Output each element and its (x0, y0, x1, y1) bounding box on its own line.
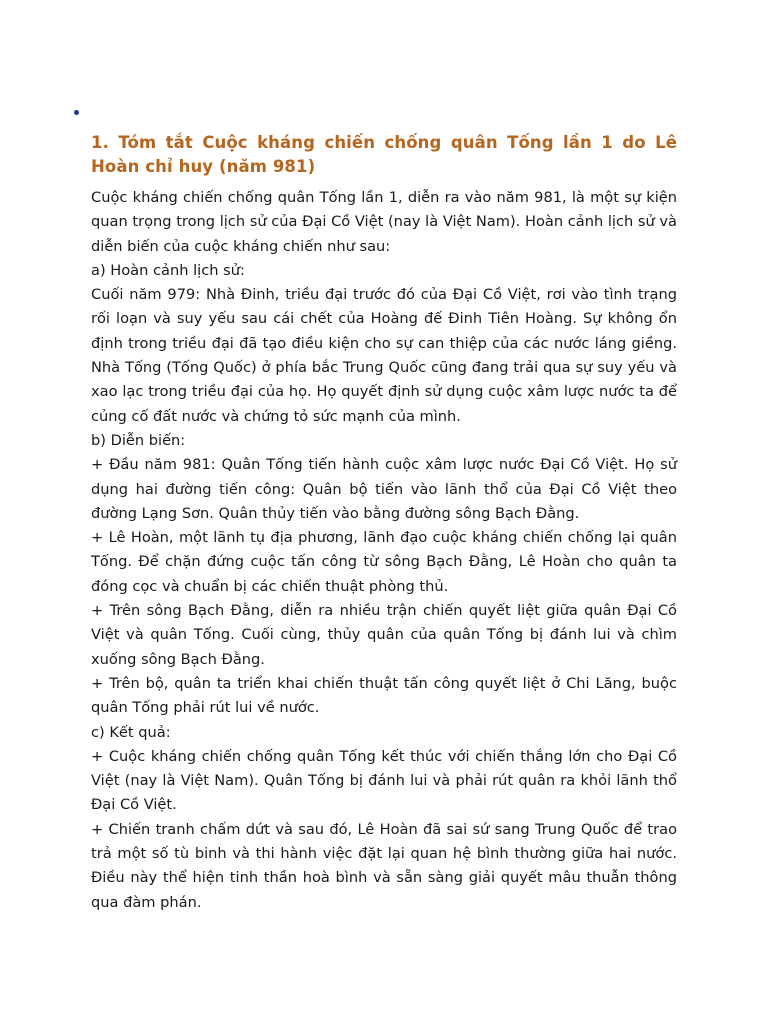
paragraph-event-4: + Trên bộ, quân ta triển khai chiến thuật tấn công quyết liệt ở Chi Lăng, buộc quân Tống phải rút lui về nước. (91, 674, 677, 717)
paragraph-result-2: + Chiến tranh chấm dứt và sau đó, Lê Hoàn đã sai sứ sang Trung Quốc để trao trả một số tù binh và thi hành việc đặt lại quan hệ bình thường giữa hai nước. Điều này thể hiện tinh thần hoà bình và sẵn sàng giải quyết mâu thuẫn thông qua đàm phán. (91, 820, 677, 911)
subheading-events: b) Diễn biến: (91, 431, 186, 449)
subheading-context: a) Hoàn cảnh lịch sử: (91, 261, 245, 279)
paragraph-intro: Cuộc kháng chiến chống quân Tống lần 1, diễn ra vào năm 981, là một sự kiện quan trọng trong lịch sử của Đại Cồ Việt (nay là Việt Nam). Hoàn cảnh lịch sử và diễn biến của cuộc kháng chiến như sau: (91, 189, 677, 255)
list-bullet (74, 110, 79, 115)
paragraph-event-1: + Đầu năm 981: Quân Tống tiến hành cuộc xâm lược nước Đại Cồ Việt. Họ sử dụng hai đường tiến công: Quân bộ tiến vào lãnh thổ của Đại Cồ Việt theo đường Lạng Sơn. Quân thủy tiến vào bằng đường sông Bạch Đằng. (91, 456, 677, 522)
paragraph-event-3: + Trên sông Bạch Đằng, diễn ra nhiều trận chiến quyết liệt giữa quân Đại Cồ Việt và quân Tống. Cuối cùng, thủy quân của quân Tống bị đánh lui và chìm xuống sông Bạch Đằng. (91, 602, 677, 668)
paragraph-context: Cuối năm 979: Nhà Đinh, triều đại trước đó của Đại Cồ Việt, rơi vào tình trạng rối loạn và suy yếu sau cái chết của Hoàng đế Đinh Tiên Hoàng. Sự không ổn định trong triều đại đã tạo điều kiện cho sự can thiệp của các nước láng giềng. Nhà Tống (Tống Quốc) ở phía bắc Trung Quốc cũng đang trải qua sự suy yếu và xao lạc trong triều đại của họ. Họ quyết định sử dụng cuộc xâm lược nước ta để củng cố đất nước và chứng tỏ sức mạnh của mình. (91, 286, 677, 425)
subheading-result: c) Kết quả: (91, 723, 171, 741)
document-body (91, 186, 677, 915)
paragraph-event-2: + Lê Hoàn, một lãnh tụ địa phương, lãnh đạo cuộc kháng chiến chống lại quân Tống. Để chặn đứng cuộc tấn công từ sông Bạch Đằng, Lê Hoàn cho quân ta đóng cọc và chuẩn bị các chiến thuật phòng thủ. (91, 529, 677, 595)
section-heading: 1. Tóm tắt Cuộc kháng chiến chống quân Tống lần 1 do Lê Hoàn chỉ huy (năm 981) (91, 133, 677, 176)
paragraph-result-1: + Cuộc kháng chiến chống quân Tống kết thúc với chiến thắng lớn cho Đại Cồ Việt (nay là Việt Nam). Quân Tống bị đánh lui và phải rút quân ra khỏi lãnh thổ Đại Cồ Việt. (91, 747, 677, 814)
document-content (91, 131, 677, 915)
